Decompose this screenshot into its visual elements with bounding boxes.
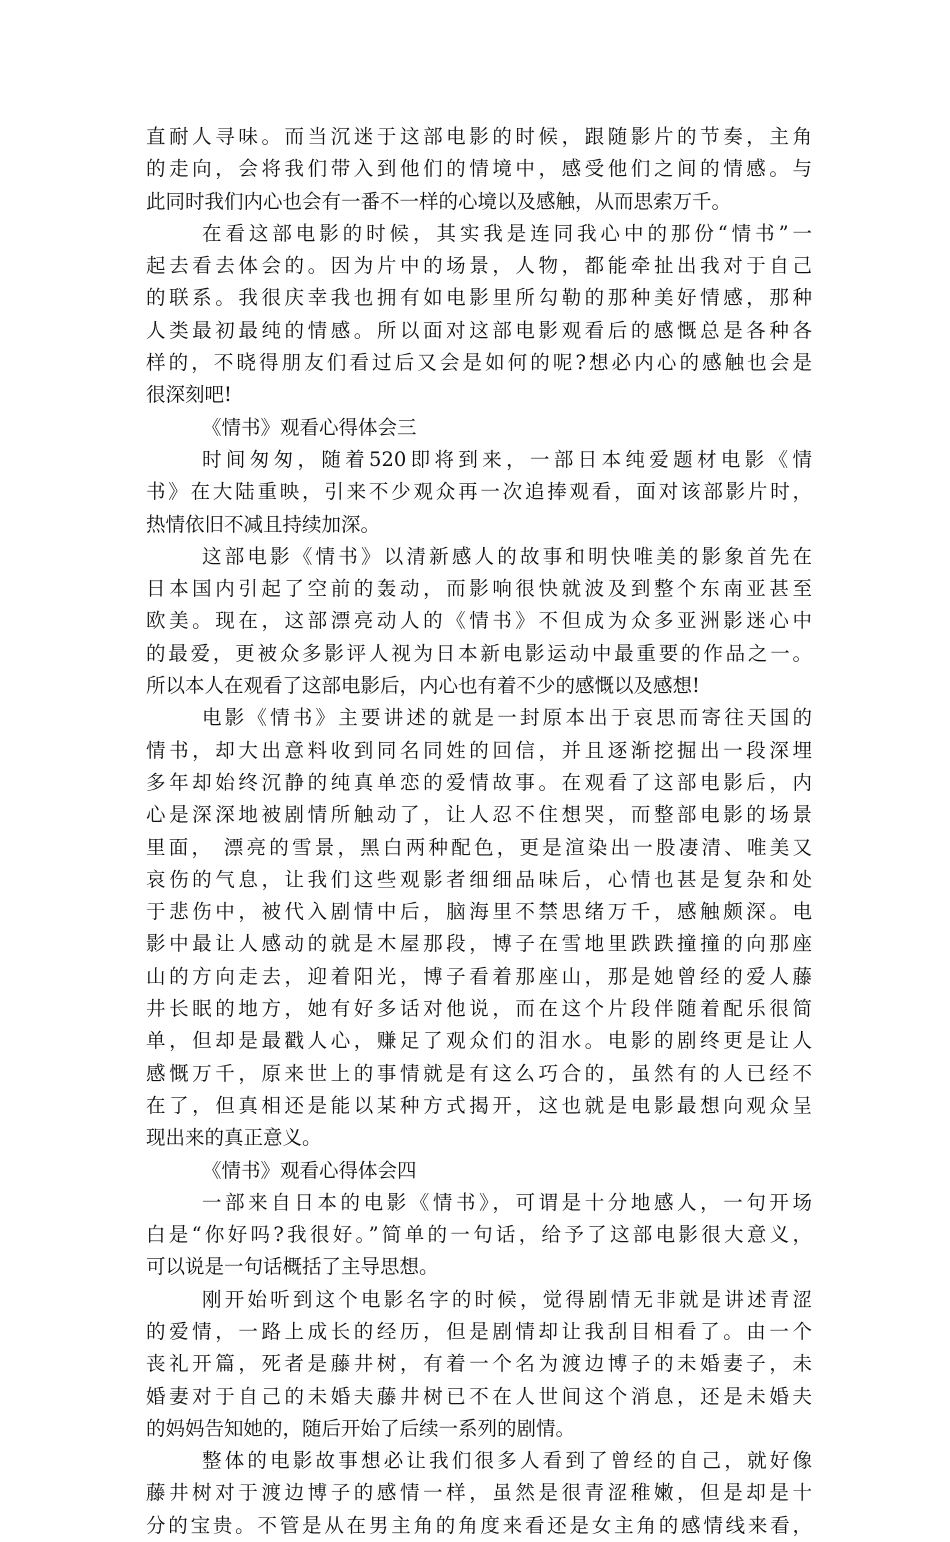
text-line: 日本国内引起了空前的轰动，而影响很快就波及到整个东南亚甚至 (146, 577, 812, 601)
text-line: 人类最初最纯的情感。所以面对这部电影观看后的感慨总是各种各 (146, 318, 812, 342)
text-line: 的爱情，一路上成长的经历，但是剧情却让我刮目相看了。由一个 (146, 1319, 812, 1343)
text-line: 时间匆匆，随着520即将到来，一部日本纯爱题材电影《情 (202, 447, 812, 471)
text-line: 热情依旧不减且持续加深。 (146, 512, 381, 536)
text-line: 井长眠的地方，她有好多话对他说，而在这个片段伴随着配乐很简 (146, 997, 812, 1021)
text-line: 山的方向走去，迎着阳光，博子看着那座山，那是她曾经的爱人藤 (146, 964, 812, 988)
text-line: 感慨万千，原来世上的事情就是有这么巧合的，虽然有的人已经不 (146, 1061, 812, 1085)
text-line: 可以说是一句话概括了主导思想。 (146, 1255, 439, 1279)
text-line: 的联系。我很庆幸我也拥有如电影里所勾勒的那种美好情感，那种 (146, 286, 812, 310)
text-line: 起去看去体会的。因为片中的场景，人物，都能牵扯出我对于自己 (146, 254, 812, 278)
text-line: 的走向，会将我们带入到他们的情境中，感受他们之间的情感。与 (146, 157, 812, 181)
text-line: 婚妻对于自己的未婚夫藤井树已不在人世间这个消息，还是未婚夫 (146, 1384, 812, 1408)
text-line: 白是“你好吗?我很好。”简单的一句话，给予了这部电影很大意义， (146, 1223, 812, 1247)
document-body (146, 121, 812, 1542)
text-line: 多年却始终沉静的纯真单恋的爱情故事。在观看了这部电影后，内 (146, 770, 812, 794)
text-line: 《情书》观看心得体会四 (202, 1158, 417, 1182)
text-line: 直耐人寻味。而当沉迷于这部电影的时候，跟随影片的节奏，主角 (146, 125, 812, 148)
text-line: 在看这部电影的时候，其实我是连同我心中的那份“情书”一 (202, 221, 812, 245)
text-line: 电影《情书》主要讲述的就是一封原本出于哀思而寄往天国的 (202, 706, 812, 730)
text-line: 这部电影《情书》以清新感人的故事和明快唯美的影象首先在 (202, 544, 812, 568)
text-line: 哀伤的气息，让我们这些观影者细细品味后，心情也甚是复杂和处 (146, 867, 812, 891)
text-line: 《情书》观看心得体会三 (202, 415, 417, 439)
text-line: 藤井树对于渡边博子的感情一样，虽然是很青涩稚嫩，但是却是十 (146, 1481, 812, 1505)
text-line: 刚开始听到这个电影名字的时候，觉得剧情无非就是讲述青涩 (202, 1287, 812, 1311)
text-line: 影中最让人感动的就是木屋那段，博子在雪地里跌跌撞撞的向那座 (146, 932, 812, 956)
text-line: 里面， 漂亮的雪景，黑白两种配色，更是渲染出一股凄清、唯美又 (146, 835, 812, 859)
text-line: 样的，不晓得朋友们看过后又会是如何的呢?想必内心的感触也会是 (146, 351, 812, 375)
text-line: 于悲伤中，被代入剧情中后，脑海里不禁思绪万千，感触颇深。电 (146, 900, 812, 924)
text-line: 的妈妈告知她的，随后开始了后续一系列的剧情。 (146, 1416, 576, 1440)
text-line: 情书，却大出意料收到同名同姓的回信，并且逐渐挖掘出一段深埋 (146, 738, 812, 762)
text-line: 的最爱，更被众多影评人视为日本新电影运动中最重要的作品之一。 (146, 641, 812, 665)
text-line: 单，但却是最戳人心，赚足了观众们的泪水。电影的剧终更是让人 (146, 1029, 812, 1053)
text-line: 心是深深地被剧情所触动了，让人忍不住想哭，而整部电影的场景 (146, 803, 812, 827)
text-line: 很深刻吧! (146, 383, 232, 407)
text-line: 丧礼开篇，死者是藤井树，有着一个名为渡边博子的未婚妻子，未 (146, 1352, 812, 1376)
text-line: 所以本人在观看了这部电影后，内心也有着不少的感慨以及感想! (146, 674, 700, 698)
text-line: 分的宝贵。不管是从在男主角的角度来看还是女主角的感情线来看， (146, 1513, 812, 1537)
text-line: 一部来自日本的电影《情书》，可谓是十分地感人，一句开场 (202, 1190, 812, 1214)
text-line: 此同时我们内心也会有一番不一样的心境以及感触，从而思索万千。 (146, 189, 732, 213)
text-line: 在了，但真相还是能以某种方式揭开，这也就是电影最想向观众呈 (146, 1093, 812, 1117)
text-line: 书》在大陆重映，引来不少观众再一次追捧观看，面对该部影片时， (146, 480, 812, 504)
text-line: 现出来的真正意义。 (146, 1126, 322, 1150)
text-line: 欧美。现在，这部漂亮动人的《情书》不但成为众多亚洲影迷心中 (146, 609, 812, 633)
text-line: 整体的电影故事想必让我们很多人看到了曾经的自己，就好像 (202, 1449, 812, 1473)
